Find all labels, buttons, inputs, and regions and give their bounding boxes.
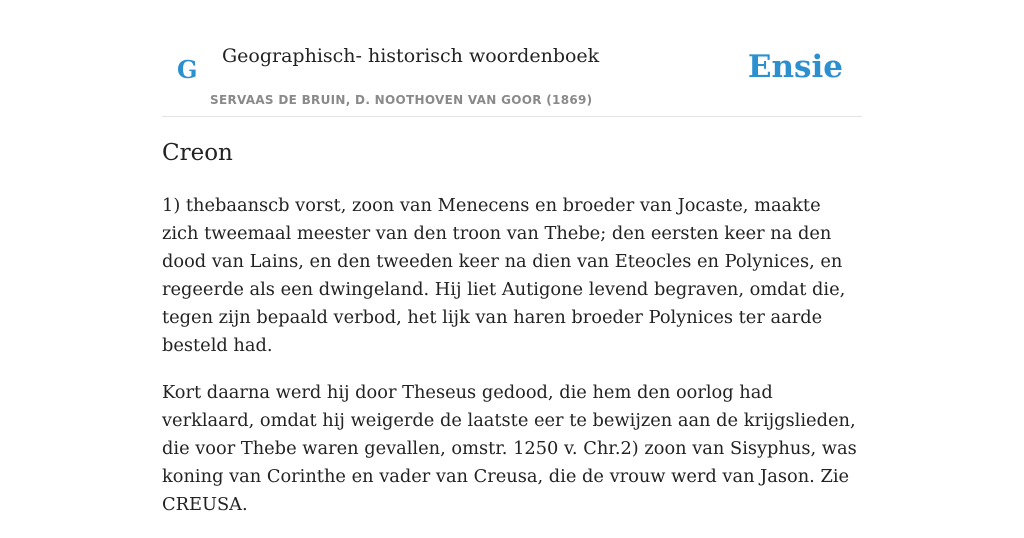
entry-paragraph: 1) thebaanscb vorst, zoon van Menecens en broeder van Jocaste, maakte zich tweemaal meester van den troon van Thebe; den eersten keer na den dood van Lains, en den tweeden keer na dien van Eteocles en Polynices, en regeerde als een dwingeland. Hij liet Autigone levend begraven, omdat die, tegen zijn bepaald verbod, het lijk van haren broeder Polynices ter aarde besteld had. — [162, 195, 846, 356]
entry-title: Creon — [162, 140, 233, 166]
book-logo-letter[interactable]: G — [177, 55, 198, 84]
book-authors-meta: SERVAAS DE BRUIN, D. NOOTHOVEN VAN GOOR (1869) — [210, 93, 593, 107]
entry-body — [162, 192, 862, 538]
brand-logo-link[interactable]: Ensie — [747, 49, 843, 85]
entry-paragraph: Kort daarna werd hij door Theseus gedood, die hem den oorlog had verklaard, omdat hij weigerde de laatste eer te bewijzen aan de krijgslieden, die voor Thebe waren gevallen, omstr. 1250 v. Chr.2) zoon van Sisyphus, was koning van Corinthe en vader van Creusa, die de vrouw werd van Jason. Zie CREUSA. — [162, 382, 857, 515]
book-title-link[interactable]: Geographisch- historisch woordenboek — [222, 45, 600, 67]
page — [162, 0, 862, 515]
source-header — [162, 0, 862, 117]
